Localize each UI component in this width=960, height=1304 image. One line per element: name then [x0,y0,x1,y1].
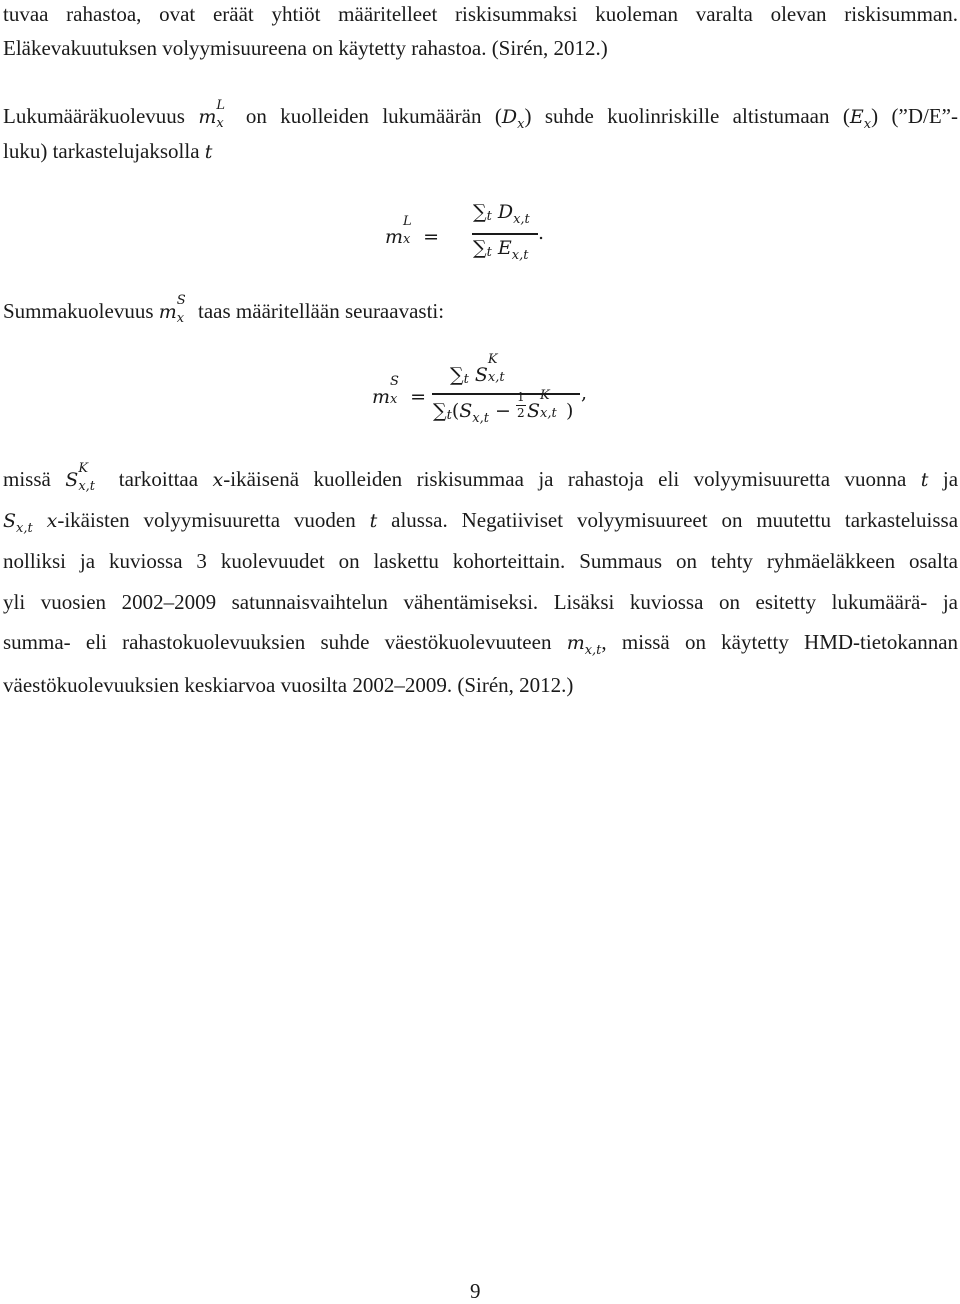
body-line-9: yli vuosien 2002–2009 satunnaisvaihtelun vähentämiseksi. Lisäksi kuviossa on esitetty lukumäärä- ja [3,590,958,614]
body-line-2: Eläkevakuutuksen volyymisuureena on käytetty rahastoa. (Sirén, 2012.) [3,36,608,60]
body-line-3: Lukumääräkuolevuus m L x on kuolleiden lukumäärän $(D_x)$ suhde kuolinriskille altistumaan $(E_x)$ (”D/E”- [3,98,958,132]
body-line-7: $S_{x,t}$ x-ikäisten volyymisuuretta vuoden t alussa. Negatiiviset volyymisuureet on muutettu tarkasteluissa [3,508,959,536]
eq2-comma: , [581,382,588,404]
math-D-x: $D_x$ [501,106,525,132]
math-S-xt-K: S K x,t [65,461,96,494]
body-line-10: summa- eli rahastokuolevuuksien suhde väestökuolevuuteen $m_{x,t}$, missä on käytetty HMD-tietokannan [3,630,959,658]
body-line-11: väestökuolevuuksien keskiarvoa vuosilta 2002–2009. (Sirén, 2012.) [3,673,574,697]
body-line-1: tuvaa rahastoa, ovat eräät yhtiöt määritelleet riskisummaksi kuoleman varalta olevan riskisumman. [3,2,958,26]
body-line-5: Summakuolevuus m S x taas määritellään seuraavasti: [3,293,445,326]
math-m-x-L: m L x [198,98,226,131]
eq2-numerator: ∑t S K x,t [450,352,505,387]
body-line-6: missä S K x,t tarkoittaa x-ikäisenä kuolleiden riskisummaa ja rahastoja eli volyymisuuretta vuonna t ja [3,461,959,494]
body-line-8: nolliksi ja kuviossa 3 kuolevuudet on laskettu kohorteittain. Summaus on tehty ryhmäeläkkeen osalta [3,549,958,573]
math-m-xt: $m_{x,t}$ [566,632,602,658]
eq1-numerator: ∑t $D_{x,t}$ [473,201,530,227]
math-m-x-S: m S x [158,293,186,326]
eq2-lhs: m S x = [372,374,426,408]
eq2-half: $\frac{1}{2}$ [516,390,525,420]
math-S-xt: $S_{x,t}$ [3,510,33,536]
math-E-x: $E_x$ [849,106,872,132]
eq1-period: . [538,222,545,244]
eq2-fraction-bar [432,393,580,395]
eq2-denominator: $\sum t(S_{x,t}$ − $\frac{1}{2}$ S K x,t ) [433,388,574,426]
eq1-denominator: ∑t $E_{x,t}$ [473,237,529,263]
eq1-lhs: m L x = [385,214,439,248]
body-line-4: luku) tarkastelujaksolla t [3,139,213,163]
page-number: 9 [470,1279,481,1303]
eq1-fraction-bar [472,233,538,235]
